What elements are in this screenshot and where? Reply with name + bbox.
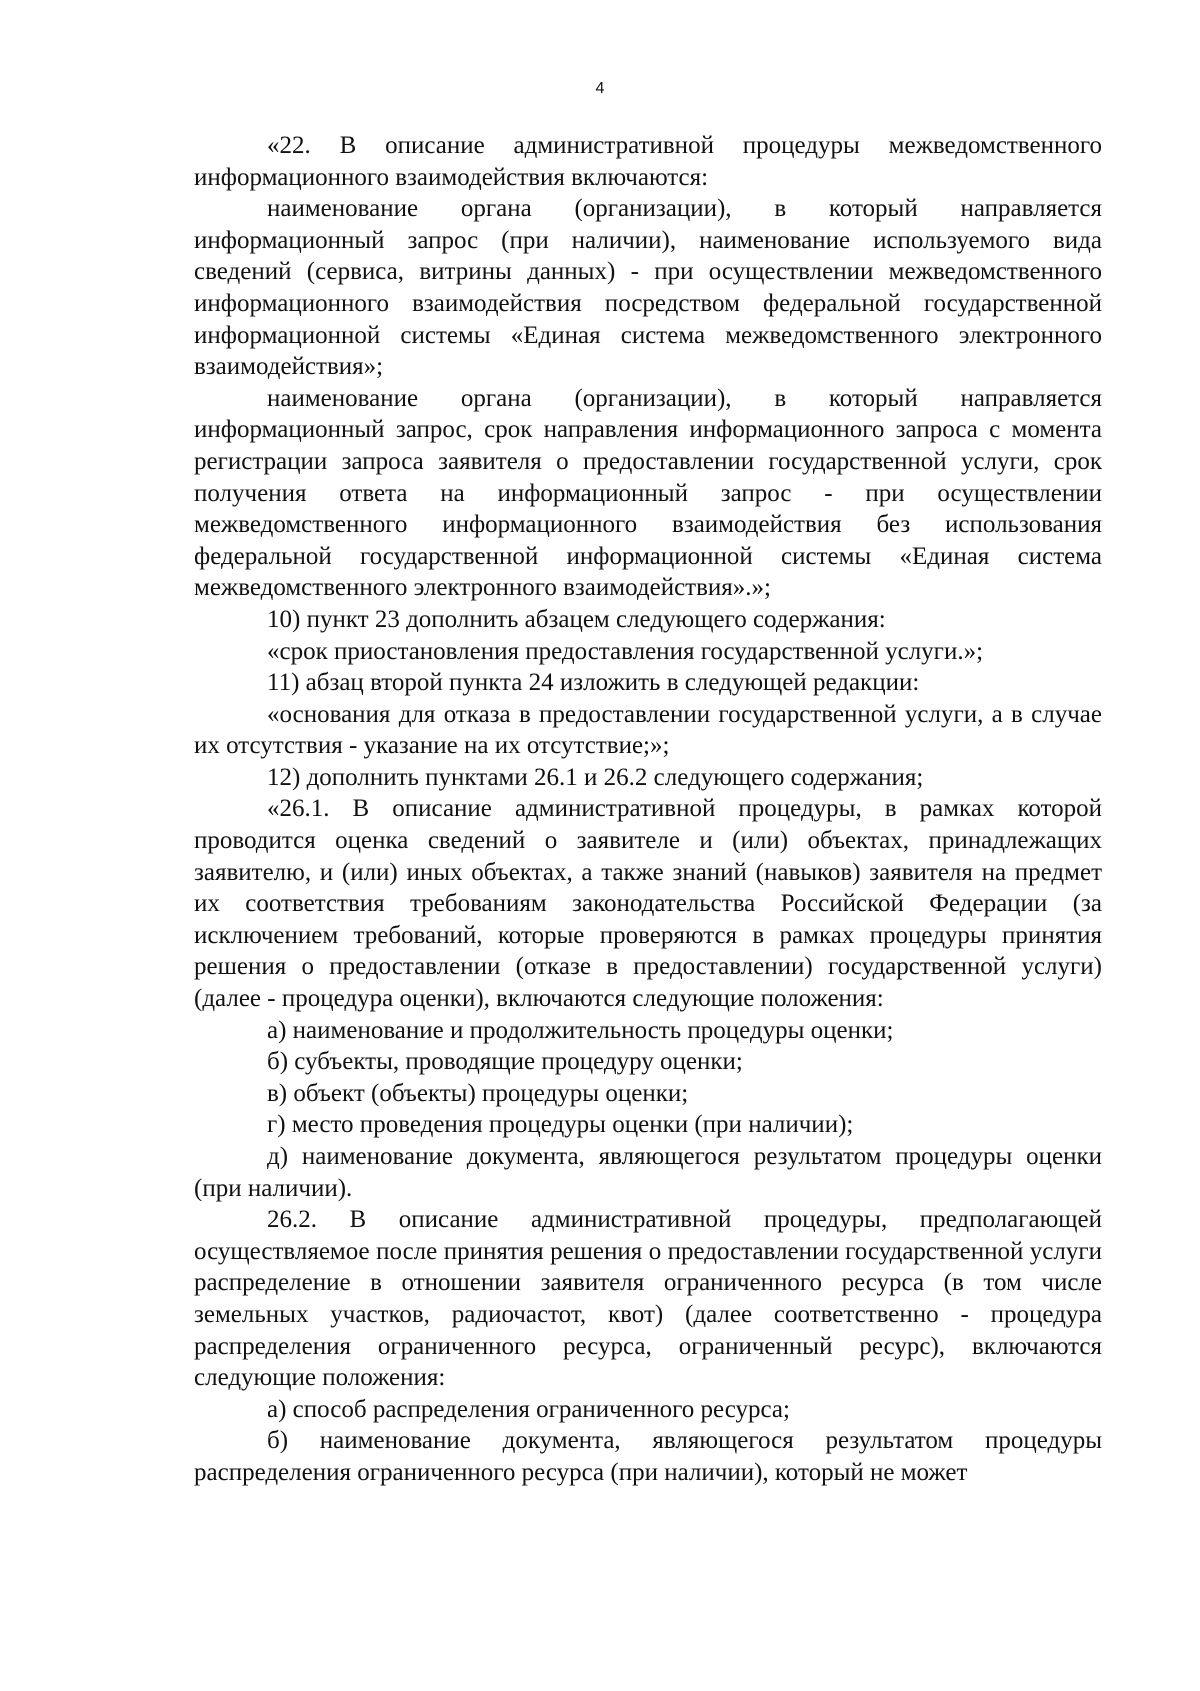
paragraph-26-1-d: д) наименование документа, являющегося результатом процедуры оценки (при наличии). [194,1143,1102,1202]
paragraph-26-1-a: а) наименование и продолжительность процедуры оценки; [267,1016,894,1044]
paragraph-item-10-text: «срок приостановления предоставления государственной услуги.»; [267,637,984,665]
paragraph-26-1-g: г) место проведения процедуры оценки (при наличии); [267,1111,854,1139]
paragraph-item-10: 10) пункт 23 дополнить абзацем следующего содержания: [267,605,886,633]
paragraph-26-2-b: б) наименование документа, являющегося результатом процедуры распределения ограниченного ресурса (при наличии), который не может [194,1427,1102,1486]
paragraph-item-12: 12) дополнить пунктами 26.1 и 26.2 следующего содержания; [267,763,924,791]
paragraph-26-1-v: в) объект (объекты) процедуры оценки; [267,1079,689,1107]
paragraph-26-2-a: а) способ распределения ограниченного ресурса; [267,1395,790,1423]
document-body [194,130,1102,1489]
paragraph-item-11-text: «основания для отказа в предоставлении государственной услуги, а в случае их отсутствия - указание на их отсутствие;»; [194,700,1102,760]
paragraph-item-11: 11) абзац второй пункта 24 изложить в следующей редакции: [267,669,920,697]
paragraph-22-seid: наименование органа (организации), в который направляется информационный запрос (при наличии), наименование используемого вида сведений (сервиса, витрины данных) - при осуществлении межведомственного информационного взаимодействия посредством федеральной государственной информационной системы «Единая система межведомственного электронного взаимодействия»; [194,195,1102,381]
paragraph-26-1: «26.1. В описание административной процедуры, в рамках которой проводится оценка сведений о заявителе и (или) объектах, принадлежащих заявителю, и (или) иных объектах, а также знаний (навыков) заявителя на предмет их соответствия требованиям законодательства Российской Федерации (за исключением требований, которые проверяются в рамках процедуры принятия решения о предоставлении (отказе в предоставлении) государственной услуги) (далее - процедура оценки), включаются следующие положения: [194,795,1102,1013]
paragraph-22-intro: «22. В описание административной процедуры межведомственного информационного взаимодействия включаются: [194,132,1102,191]
paragraph-26-2: 26.2. В описание административной процедуры, предполагающей осуществляемое после принятия решения о предоставлении государственной услуги распределение в отношении заявителя ограниченного ресурса (в том числе земельных участков, радиочастот, квот) (далее соответственно - процедура распределения ограниченного ресурса, ограниченный ресурс), включаются следующие положения: [194,1206,1102,1392]
paragraph-22-no-seid: наименование органа (организации), в который направляется информационный запрос, срок направления информационного запроса с момента регистрации запроса заявителя о предоставлении государственной услуги, срок получения ответа на информационный запрос - при осуществлении межведомственного информационного взаимодействия без использования федеральной государственной информационной системы «Единая система межведомственного электронного взаимодействия».»; [194,384,1102,602]
page-number: 4 [595,80,605,97]
paragraph-26-1-b: б) субъекты, проводящие процедуру оценки; [267,1048,743,1076]
